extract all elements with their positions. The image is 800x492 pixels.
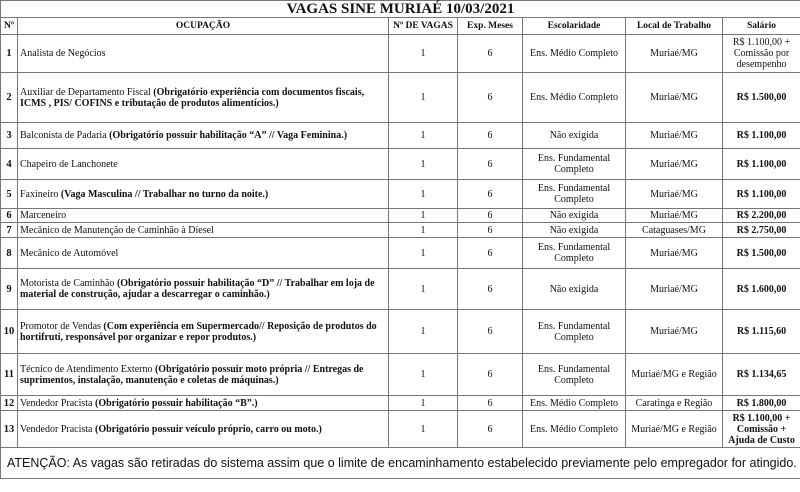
occupation-name: Auxiliar de Departamento Fiscal <box>20 86 151 98</box>
experience-cell: 6 <box>458 269 523 310</box>
salary-cell: R$ 1.100,00 <box>723 123 800 149</box>
occupation-name: Mecânico de Manutenção de Caminhão à Diesel <box>20 224 214 236</box>
occupation-name: Chapeiro de Lanchonete <box>20 158 118 170</box>
table-row <box>1 223 800 238</box>
occupation-detail: (Obrigatório possuir veículo próprio, carro ou moto.) <box>94 423 322 435</box>
occupation-detail: (Obrigatório experiência com documentos fiscais, ICMS , PIS/ COFINS e tributação de produtos alimentícios.) <box>20 86 365 109</box>
salary-cell: R$ 1.100,00 <box>723 149 800 180</box>
table-row <box>1 149 800 180</box>
occupation-detail: (Obrigatório possuir habilitação “B”.) <box>94 397 258 409</box>
experience-cell: 6 <box>458 223 523 238</box>
location-cell: Muriaé/MG <box>626 209 723 223</box>
occupation-cell <box>18 396 389 411</box>
location-cell: Muriaé/MG <box>626 180 723 209</box>
location-cell: Cataguases/MG <box>626 223 723 238</box>
vacancies-cell: 1 <box>389 35 458 73</box>
table-row <box>1 396 800 411</box>
vacancies-cell: 1 <box>389 180 458 209</box>
experience-cell: 6 <box>458 411 523 448</box>
education-cell: Não exigida <box>523 269 626 310</box>
salary-cell: R$ 1.100,00 + Comissão + Ajuda de Custo <box>723 411 800 448</box>
occupation-name: Balconista de Padaria <box>20 130 107 141</box>
occupation-cell <box>18 310 389 354</box>
vacancies-cell: 1 <box>389 354 458 396</box>
experience-cell: 6 <box>458 35 523 73</box>
row-number: 1 <box>1 35 18 73</box>
occupation-cell <box>18 149 389 180</box>
vacancies-cell: 1 <box>389 223 458 238</box>
occupation-cell <box>18 209 389 223</box>
experience-cell: 6 <box>458 123 523 149</box>
salary-cell: R$ 1.100,00 <box>723 180 800 209</box>
location-cell: Muriaé/MG e Região <box>626 411 723 448</box>
row-number: 13 <box>1 411 18 448</box>
row-number: 10 <box>1 310 18 354</box>
header-exp: Exp. Meses <box>458 18 523 35</box>
occupation-cell <box>18 223 389 238</box>
experience-cell: 6 <box>458 149 523 180</box>
experience-cell: 6 <box>458 180 523 209</box>
row-number: 8 <box>1 238 18 269</box>
occupation-detail: (Vaga Masculina // Trabalhar no turno da noite.) <box>60 188 269 200</box>
occupation-name: Vendedor Pracista <box>20 423 93 435</box>
vacancies-cell: 1 <box>389 209 458 223</box>
location-cell: Muriaé/MG <box>626 269 723 310</box>
education-cell: Ens. Médio Completo <box>523 35 626 73</box>
occupation-cell <box>18 269 389 310</box>
header-num: Nº <box>1 18 18 35</box>
salary-cell: R$ 1.500,00 <box>723 73 800 123</box>
header-salario: Salário <box>723 18 800 35</box>
occupation-name: Marceneiro <box>20 210 67 221</box>
table-row <box>1 310 800 354</box>
header-ocupacao: OCUPAÇÃO <box>18 18 389 35</box>
salary-cell: R$ 1.800,00 <box>723 396 800 411</box>
occupation-cell <box>18 180 389 209</box>
occupation-cell <box>18 411 389 448</box>
occupation-name: Vendedor Pracista <box>20 397 93 409</box>
row-number: 11 <box>1 354 18 396</box>
occupation-detail: (Obrigatório possuir habilitação “A” // Vaga Feminina.) <box>109 130 348 141</box>
vacancies-cell: 1 <box>389 269 458 310</box>
salary-cell: R$ 2.750,00 <box>723 223 800 238</box>
education-cell: Ens. Fundamental Completo <box>523 310 626 354</box>
table-row <box>1 411 800 448</box>
table-row <box>1 73 800 123</box>
vacancies-cell: 1 <box>389 73 458 123</box>
vacancies-cell: 1 <box>389 149 458 180</box>
education-cell: Ens. Fundamental Completo <box>523 238 626 269</box>
table-row <box>1 35 800 73</box>
row-number: 3 <box>1 123 18 149</box>
occupation-name: Promotor de Vendas <box>20 320 101 332</box>
location-cell: Muriaé/MG <box>626 73 723 123</box>
education-cell: Ens. Fundamental Completo <box>523 149 626 180</box>
location-cell: Muriaé/MG <box>626 310 723 354</box>
occupation-detail: (Com experiência em Supermercado// Reposição de produtos do hortifruti, responsável por organizar e repor produtos.) <box>20 320 377 343</box>
salary-cell: R$ 1.500,00 <box>723 238 800 269</box>
salary-cell: R$ 1.115,60 <box>723 310 800 354</box>
location-cell: Muriaé/MG <box>626 35 723 73</box>
education-cell: Não exigida <box>523 123 626 149</box>
vacancies-cell: 1 <box>389 396 458 411</box>
education-cell: Não exigida <box>523 223 626 238</box>
education-cell: Não exigida <box>523 209 626 223</box>
education-cell: Ens. Fundamental Completo <box>523 180 626 209</box>
occupation-name: Faxineiro <box>20 188 59 200</box>
occupation-name: Analista de Negócios <box>20 48 106 59</box>
page-title: VAGAS SINE MURIAÉ 10/03/2021 <box>1 1 800 18</box>
table-row <box>1 354 800 396</box>
row-number: 6 <box>1 209 18 223</box>
row-number: 4 <box>1 149 18 180</box>
occupation-name: Mecânico de Automóvel <box>20 247 119 259</box>
salary-cell: R$ 1.100,00 + Comissão por desempenho <box>723 35 800 73</box>
location-cell: Muriaé/MG <box>626 149 723 180</box>
vacancies-cell: 1 <box>389 411 458 448</box>
experience-cell: 6 <box>458 73 523 123</box>
salary-cell: R$ 1.600,00 <box>723 269 800 310</box>
footer-notice: ATENÇÃO: As vagas são retiradas do sistema assim que o limite de encaminhamento estabelecido previamente pelo empregador for atingido. <box>1 448 800 479</box>
occupation-cell <box>18 238 389 269</box>
experience-cell: 6 <box>458 209 523 223</box>
occupation-name: Técnico de Atendimento Externo <box>20 363 153 375</box>
header-vagas: Nº DE VAGAS <box>389 18 458 35</box>
occupation-detail: (Obrigatório possuir moto própria // Entregas de suprimentos, instalação, manutenção e coletas de máquinas.) <box>20 363 364 386</box>
location-cell: Muriaé/MG <box>626 123 723 149</box>
experience-cell: 6 <box>458 354 523 396</box>
table-row <box>1 269 800 310</box>
row-number: 7 <box>1 223 18 238</box>
row-number: 12 <box>1 396 18 411</box>
location-cell: Muriaé/MG <box>626 238 723 269</box>
experience-cell: 6 <box>458 396 523 411</box>
row-number: 9 <box>1 269 18 310</box>
education-cell: Ens. Médio Completo <box>523 411 626 448</box>
vacancies-cell: 1 <box>389 123 458 149</box>
table-row <box>1 238 800 269</box>
occupation-cell <box>18 354 389 396</box>
education-cell: Ens. Médio Completo <box>523 73 626 123</box>
education-cell: Ens. Médio Completo <box>523 396 626 411</box>
row-number: 5 <box>1 180 18 209</box>
occupation-cell <box>18 123 389 149</box>
header-escolaridade: Escolaridade <box>523 18 626 35</box>
vacancies-cell: 1 <box>389 310 458 354</box>
experience-cell: 6 <box>458 238 523 269</box>
salary-cell: R$ 2.200,00 <box>723 209 800 223</box>
table-row <box>1 123 800 149</box>
location-cell: Caratinga e Região <box>626 396 723 411</box>
row-number: 2 <box>1 73 18 123</box>
occupation-detail: (Obrigatório possuir habilitação “D” // Trabalhar em loja de material de construção, ajudar a descarregar o caminhão.) <box>20 278 375 300</box>
location-cell: Muriaé/MG e Região <box>626 354 723 396</box>
occupation-cell <box>18 35 389 73</box>
table-row <box>1 209 800 223</box>
experience-cell: 6 <box>458 310 523 354</box>
education-cell: Ens. Fundamental Completo <box>523 354 626 396</box>
header-local: Local de Trabalho <box>626 18 723 35</box>
table-row <box>1 180 800 209</box>
vacancies-cell: 1 <box>389 238 458 269</box>
salary-cell: R$ 1.134,65 <box>723 354 800 396</box>
occupation-name: Motorista de Caminhão <box>20 278 115 289</box>
occupation-cell <box>18 73 389 123</box>
